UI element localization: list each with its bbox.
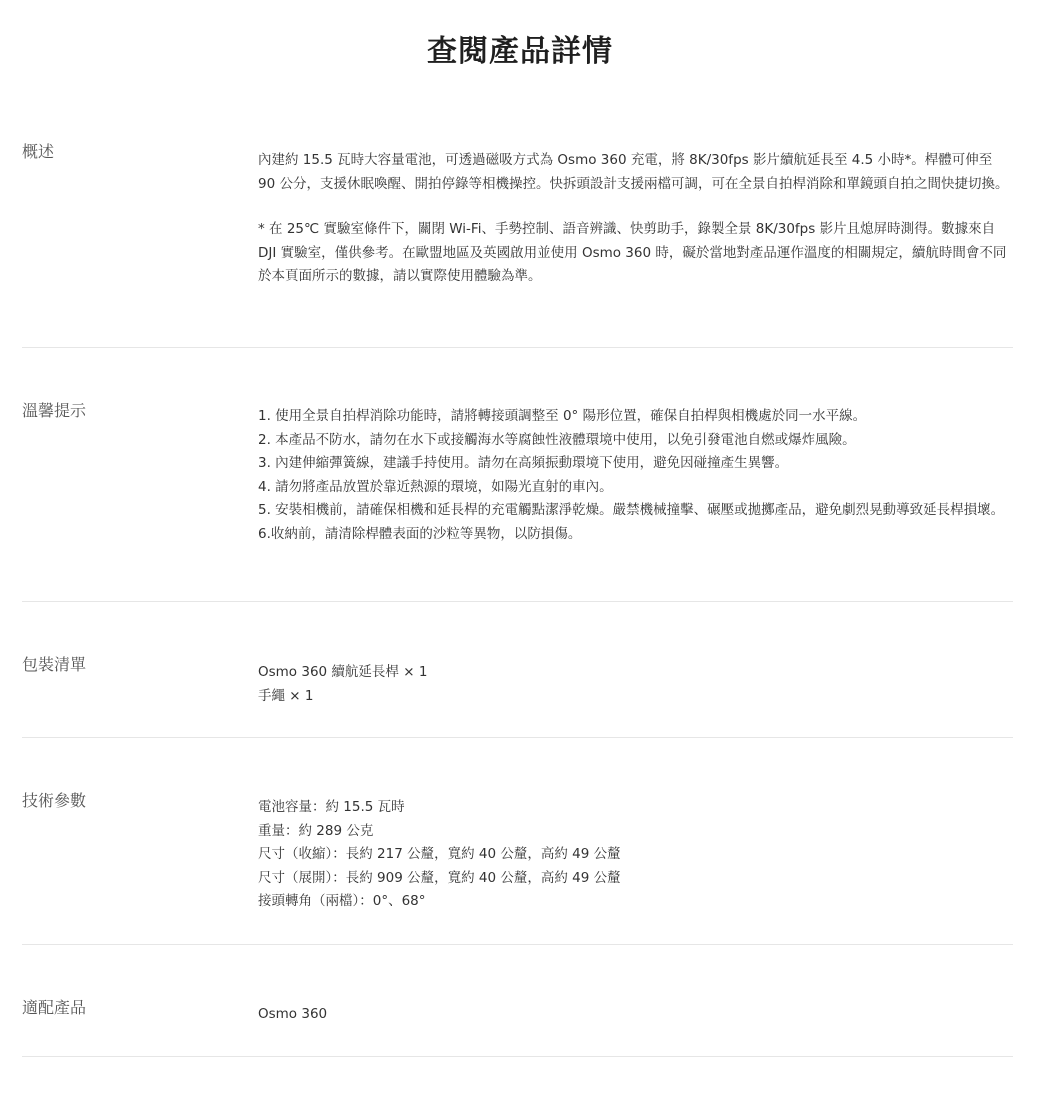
section-body-package (258, 661, 1013, 708)
section-label-package: 包裝清單 (22, 655, 87, 674)
spec-item: 電池容量：約 15.5 瓦時 (258, 799, 405, 815)
section-body-tips (258, 405, 1013, 546)
tip-item: 4. 請勿將產品放置於靠近熱源的環境，如陽光直射的車內。 (258, 478, 613, 495)
overview-paragraph: 內建約 15.5 瓦時大容量電池，可透過磁吸方式為 Osmo 360 充電，將 8K/30fps 影片續航延長至 4.5 小時*。桿體可伸至 90 公分，支援休眠喚醒、開拍停錄等相機操控。快拆頭設計支援兩檔可調，可在全景自拍桿消除和單鏡頭自拍之間快捷切換。 (258, 152, 1009, 192)
section-specs (22, 789, 1013, 945)
tip-item: 3. 內建伸縮彈簧線，建議手持使用。請勿在高頻振動環境下使用，避免因碰撞產生異響。 (258, 455, 789, 471)
tip-item: 2. 本產品不防水，請勿在水下或接觸海水等腐蝕性液體環境中使用，以免引發電池自燃或爆炸風險。 (258, 431, 856, 448)
spec-item: 重量：約 289 公克 (258, 822, 374, 839)
spec-item: 接頭轉角（兩檔）：0°、68° (258, 893, 426, 909)
section-label-compat: 適配產品 (22, 998, 87, 1017)
section-body-overview (258, 149, 1013, 289)
section-label-overview: 概述 (22, 142, 55, 161)
section-label-tips: 溫馨提示 (22, 401, 87, 420)
section-body-specs (258, 796, 1013, 914)
package-item: 手繩 × 1 (258, 687, 314, 704)
tip-item: 1. 使用全景自拍桿消除功能時，請將轉接頭調整至 0° 陽形位置，確保自拍桿與相機處於同一水平線。 (258, 408, 867, 424)
section-tips (22, 399, 1013, 602)
tip-item: 5. 安裝相機前，請確保相機和延長桿的充電觸點潔淨乾燥。嚴禁機械撞擊、碾壓或拋擲產品，避免劇烈晃動導致延長桿損壞。 (258, 502, 1005, 518)
compat-item: Osmo 360 (258, 1006, 328, 1022)
overview-footnote: * 在 25℃ 實驗室條件下，關閉 Wi-Fi、手勢控制、語音辨識、快剪助手，錄製全景 8K/30fps 影片且熄屏時測得。數據來自 DJI 實驗室，僅供參考。在歐盟地區及英國啟用並使用 Osmo 360 時，礙於當地對產品運作溫度的相關規定，續航時間會不同於本頁面所示的數據，請以實際使用體驗為準。 (258, 221, 1007, 284)
spec-item: 尺寸（展開）：長約 909 公釐，寬約 40 公釐，高約 49 公釐 (258, 869, 621, 886)
section-body-compat (258, 1003, 1013, 1027)
section-package (22, 653, 1013, 738)
section-label-specs: 技術參數 (22, 791, 87, 810)
section-overview (22, 140, 1013, 348)
section-compat (22, 996, 1013, 1057)
spec-item: 尺寸（收縮）：長約 217 公釐，寬約 40 公釐，高約 49 公釐 (258, 846, 621, 862)
tip-item: 6.收納前，請清除桿體表面的沙粒等異物，以防損傷。 (258, 525, 582, 542)
page-title: 查閱產品詳情 (427, 34, 613, 69)
package-item: Osmo 360 續航延長桿 × 1 (258, 664, 428, 680)
